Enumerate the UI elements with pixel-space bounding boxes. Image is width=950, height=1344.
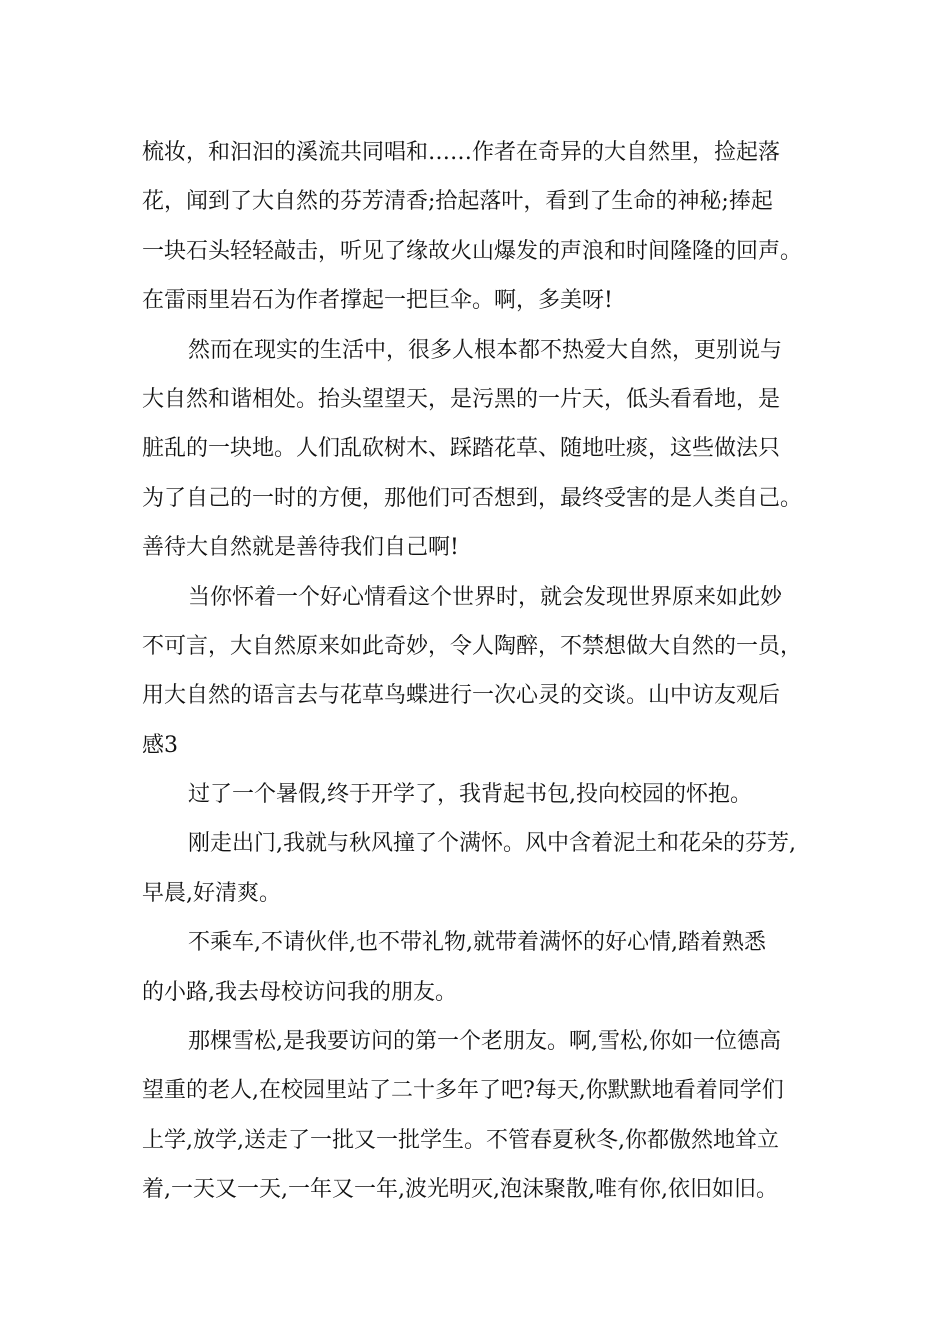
- paragraph-first-line: 当你怀着一个好心情看这个世界时，就会发现世界原来如此妙: [188, 584, 783, 610]
- text-line: 不可言，大自然原来如此奇妙，令人陶醉，不禁想做大自然的一员，: [142, 633, 803, 659]
- text-line: 大自然和谐相处。抬头望望天，是污黑的一片天，低头看看地，是: [142, 386, 781, 412]
- text-line: 花，闻到了大自然的芬芳清香;拾起落叶，看到了生命的神秘;捧起: [142, 189, 773, 215]
- text-line: 着,一天又一天,一年又一年,波光明灭,泡沫聚散,唯有你,依旧如旧。: [142, 1177, 778, 1203]
- text-line: 上学,放学,送走了一批又一批学生。不管春夏秋冬,你都傲然地耸立: [142, 1127, 779, 1153]
- text-line: 在雷雨里岩石为作者撑起一把巨伞。啊，多美呀!: [142, 288, 613, 314]
- text-line: 脏乱的一块地。人们乱砍树木、踩踏花草、随地吐痰，这些做法只: [142, 436, 781, 462]
- paragraph-first-line: 过了一个暑假,终于开学了，我背起书包,投向校园的怀抱。: [188, 782, 752, 808]
- paragraph-first-line: 然而在现实的生活中，很多人根本都不热爱大自然，更别说与: [188, 337, 783, 363]
- text-line: 梳妆，和汩汩的溪流共同唱和……作者在奇异的大自然里，捡起落: [142, 140, 781, 165]
- text-line: 早晨,好清爽。: [142, 880, 281, 906]
- text-line: 感3: [142, 732, 178, 758]
- document-body: [142, 128, 842, 1215]
- text-line: 用大自然的语言去与花草鸟蝶进行一次心灵的交谈。山中访友观后: [142, 683, 781, 709]
- text-line: 望重的老人,在校园里站了二十多年了吧?每天,你默默地看着同学们: [142, 1078, 784, 1104]
- text-line: 的小路,我去母校访问我的朋友。: [142, 979, 457, 1005]
- text-line: 为了自己的一时的方便，那他们可否想到，最终受害的是人类自己。: [142, 485, 803, 511]
- paragraph-first-line: 不乘车,不请伙伴,也不带礼物,就带着满怀的好心情,踏着熟悉: [188, 930, 766, 956]
- paragraph-first-line: 刚走出门,我就与秋风撞了个满怀。风中含着泥土和花朵的芬芳,: [188, 831, 796, 857]
- paragraph-first-line: 那棵雪松,是我要访问的第一个老朋友。啊,雪松,你如一位德高: [188, 1029, 781, 1055]
- text-line: 善待大自然就是善待我们自己啊!: [142, 535, 459, 561]
- text-line: 一块石头轻轻敲击，听见了缘故火山爆发的声浪和时间隆隆的回声。: [142, 238, 803, 264]
